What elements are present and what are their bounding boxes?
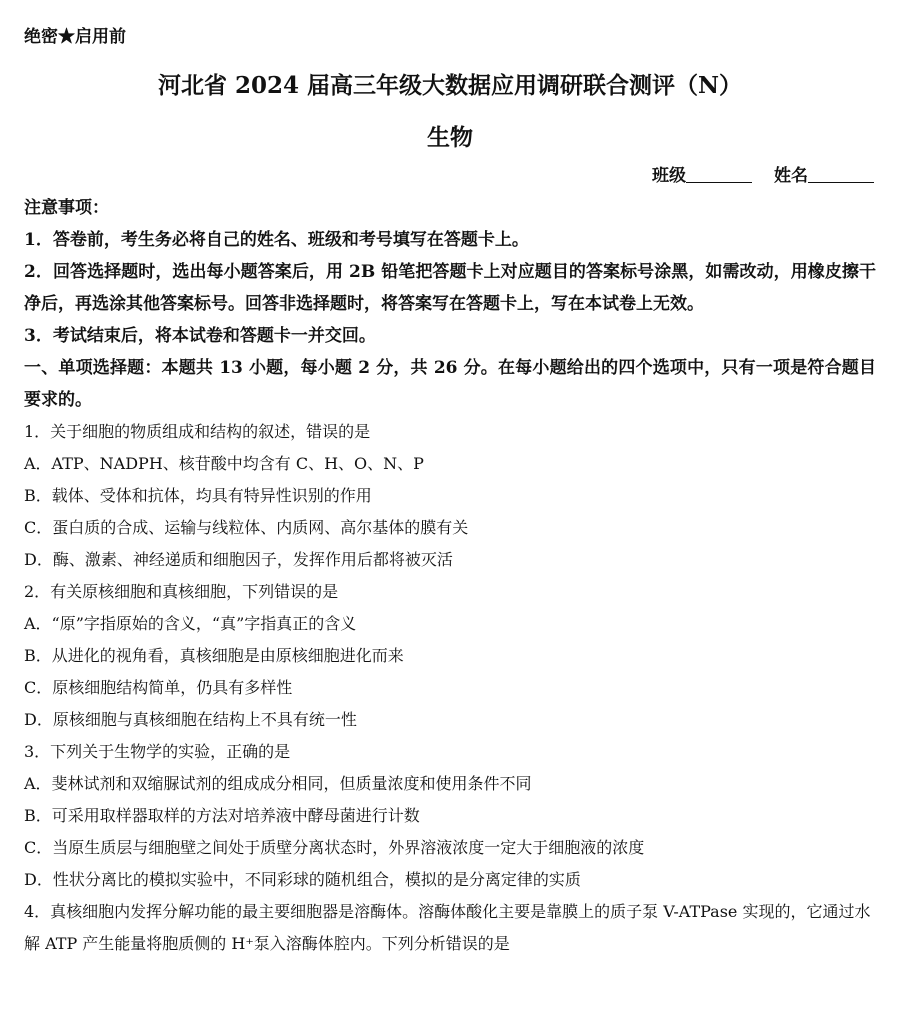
question-3-option-c: C．当原生质层与细胞壁之间处于质壁分离状态时，外界溶液浓度一定大于细胞液的浓度	[24, 838, 645, 857]
subject-title: 生物	[427, 124, 473, 151]
question-1-option-b: B．载体、受体和抗体，均具有特异性识别的作用	[24, 486, 372, 505]
question-1-option-a: A．ATP、NADPH、核苷酸中均含有 C、H、O、N、P	[24, 454, 424, 473]
question-3-option-d: D．性状分离比的模拟实验中，不同彩球的随机组合，模拟的是分离定律的实质	[24, 870, 581, 889]
notice-item-3: 3．考试结束后，将本试卷和答题卡一并交回。	[24, 326, 376, 346]
question-2-option-d: D．原核细胞与真核细胞在结构上不具有统一性	[24, 710, 357, 729]
question-4-stem: 4．真核细胞内发挥分解功能的最主要细胞器是溶酶体。溶酶体酸化主要是靠膜上的质子泵 V-ATPase 实现的，它通过水解 ATP 产生能量将胞质侧的 H⁺泵入溶酶体腔内。下列分析错误的是	[24, 902, 871, 953]
question-2-option-b: B．从进化的视角看，真核细胞是由原核细胞进化而来	[24, 646, 404, 665]
class-blank-line	[686, 164, 752, 183]
notice-heading: 注意事项：	[24, 198, 109, 218]
question-3-option-a: A．斐林试剂和双缩脲试剂的组成成分相同，但质量浓度和使用条件不同	[24, 774, 532, 793]
class-name-fields	[24, 160, 876, 192]
name-blank-line	[808, 164, 874, 183]
name-label: 姓名	[774, 166, 808, 186]
notice-item-2: 2．回答选择题时，选出每小题答案后，用 2B 铅笔把答题卡上对应题目的答案标号涂黑，如需改动，用橡皮擦干净后，再选涂其他答案标号。回答非选择题时，将答案写在答题卡上，写在本试卷上无效。	[24, 262, 876, 314]
question-3-option-b: B．可采用取样器取样的方法对培养液中酵母菌进行计数	[24, 806, 420, 825]
question-1-option-d: D．酶、激素、神经递质和细胞因子，发挥作用后都将被灭活	[24, 550, 453, 569]
notice-item-1: 1．答卷前，考生务必将自己的姓名、班级和考号填写在答题卡上。	[24, 230, 529, 250]
section-heading: 一、单项选择题：本题共 13 小题，每小题 2 分，共 26 分。在每小题给出的四个选项中，只有一项是符合题目要求的。	[24, 358, 876, 410]
question-2-option-a: A．“原”字指原始的含义，“真”字指真正的含义	[24, 614, 357, 633]
exam-title: 河北省 2024 届高三年级大数据应用调研联合测评（N）	[157, 72, 743, 99]
question-3-stem: 3．下列关于生物学的实验，正确的是	[24, 742, 291, 761]
confidential-label: 绝密★启用前	[24, 27, 126, 47]
question-1-stem: 1．关于细胞的物质组成和结构的叙述，错误的是	[24, 422, 371, 441]
question-1-option-c: C．蛋白质的合成、运输与线粒体、内质网、高尔基体的膜有关	[24, 518, 469, 537]
class-label: 班级	[652, 166, 686, 186]
question-2-option-c: C．原核细胞结构简单，仍具有多样性	[24, 678, 293, 697]
question-2-stem: 2．有关原核细胞和真核细胞，下列错误的是	[24, 582, 339, 601]
